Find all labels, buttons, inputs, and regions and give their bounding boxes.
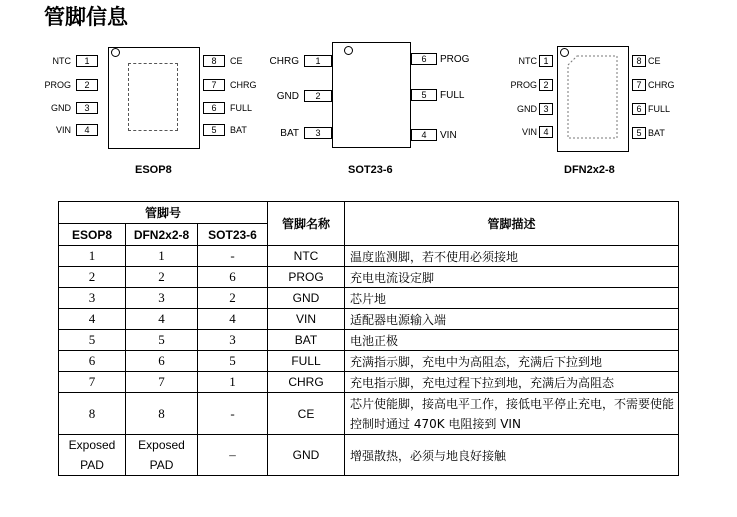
pin-label: PROG <box>510 80 537 90</box>
pin-number: 2 <box>539 79 553 91</box>
cell-description: 增强散热，必须与地良好接触 <box>345 435 679 476</box>
cell-esop8: 7 <box>59 372 126 393</box>
pin-number: 8 <box>632 55 646 67</box>
pin-table <box>58 201 679 476</box>
cell-pin-name: CE <box>268 393 345 435</box>
cell-description: 芯片使能脚，接高电平工作，接低电平停止充电，不需要使能控制时通过 470K 电阻接到 VIN <box>345 393 679 435</box>
cell-sot23: 4 <box>198 309 268 330</box>
pin-label: BAT <box>230 125 247 135</box>
header-pin-number: 管脚号 <box>59 202 268 224</box>
pin-number: 5 <box>411 89 437 101</box>
cell-pin-name: NTC <box>268 246 345 267</box>
exposed-pad-outline <box>567 55 619 139</box>
pin-label: FULL <box>230 103 253 113</box>
pin-number: 2 <box>76 79 98 91</box>
cell-sot23: 2 <box>198 288 268 309</box>
pin-number: 6 <box>203 102 225 114</box>
sot23-body <box>332 42 411 148</box>
pin-number: 7 <box>203 79 225 91</box>
cell-dfn: 6 <box>126 351 198 372</box>
cell-description: 芯片地 <box>345 288 679 309</box>
cell-esop8: 2 <box>59 267 126 288</box>
package-name: DFN2x2-8 <box>564 164 615 176</box>
cell-pin-name: GND <box>268 435 345 476</box>
pin-number: 3 <box>304 127 332 139</box>
table-row <box>59 393 679 435</box>
pin-number: 4 <box>411 129 437 141</box>
header-pin-description: 管脚描述 <box>345 202 679 246</box>
pin-number: 5 <box>203 124 225 136</box>
pin-label: CE <box>230 56 243 66</box>
pin-label: PROG <box>440 54 470 65</box>
header-sot23: SOT23-6 <box>198 224 268 246</box>
cell-esop8: Exposed PAD <box>59 435 126 476</box>
cell-sot23: - <box>198 246 268 267</box>
pin-number: 1 <box>304 55 332 67</box>
page-title: 管脚信息 <box>44 5 128 29</box>
cell-dfn: 8 <box>126 393 198 435</box>
pin-number: 6 <box>632 103 646 115</box>
cell-sot23: – <box>198 435 268 476</box>
table-row <box>59 351 679 372</box>
pin-label: VIN <box>521 127 537 137</box>
pin-label: PROG <box>44 80 71 90</box>
cell-pin-name: BAT <box>268 330 345 351</box>
cell-pin-name: VIN <box>268 309 345 330</box>
pin-label: VIN <box>55 125 71 135</box>
cell-sot23: - <box>198 393 268 435</box>
cell-dfn: Exposed PAD <box>126 435 198 476</box>
pin-label: GND <box>276 91 299 102</box>
pin-label: CE <box>648 56 661 66</box>
pin-number: 4 <box>539 126 553 138</box>
pin-label: NTC <box>518 56 537 66</box>
table-row <box>59 330 679 351</box>
pin-label: CHRG <box>648 80 675 90</box>
pin-label: BAT <box>648 128 665 138</box>
pin1-marker-icon <box>111 48 120 57</box>
cell-dfn: 4 <box>126 309 198 330</box>
cell-description: 温度监测脚，若不使用必须接地 <box>345 246 679 267</box>
pin-label: NTC <box>52 56 71 66</box>
table-row <box>59 372 679 393</box>
cell-esop8: 8 <box>59 393 126 435</box>
pin-number: 3 <box>76 102 98 114</box>
pin-number: 1 <box>76 55 98 67</box>
package-name: ESOP8 <box>135 164 172 176</box>
cell-pin-name: PROG <box>268 267 345 288</box>
pin-label: VIN <box>440 130 457 141</box>
table-row <box>59 435 679 476</box>
cell-sot23: 3 <box>198 330 268 351</box>
cell-description: 充电指示脚，充电过程下拉到地，充满后为高阻态 <box>345 372 679 393</box>
pin-label: BAT <box>280 128 299 139</box>
cell-sot23: 1 <box>198 372 268 393</box>
pin-number: 4 <box>76 124 98 136</box>
pin-label: FULL <box>440 90 465 101</box>
pin-label: FULL <box>648 104 671 114</box>
cell-pin-name: GND <box>268 288 345 309</box>
cell-esop8: 3 <box>59 288 126 309</box>
pin-number: 7 <box>632 79 646 91</box>
cell-esop8: 1 <box>59 246 126 267</box>
table-row <box>59 309 679 330</box>
package-name: SOT23-6 <box>348 164 393 176</box>
pin-number: 5 <box>632 127 646 139</box>
table-row <box>59 246 679 267</box>
cell-sot23: 5 <box>198 351 268 372</box>
cell-dfn: 3 <box>126 288 198 309</box>
cell-esop8: 4 <box>59 309 126 330</box>
cell-esop8: 6 <box>59 351 126 372</box>
cell-sot23: 6 <box>198 267 268 288</box>
cell-dfn: 1 <box>126 246 198 267</box>
pin-label: GND <box>51 103 71 113</box>
pin-label: CHRG <box>230 80 257 90</box>
cell-dfn: 2 <box>126 267 198 288</box>
pin-number: 2 <box>304 90 332 102</box>
cell-description: 适配器电源输入端 <box>345 309 679 330</box>
cell-description: 充电电流设定脚 <box>345 267 679 288</box>
exposed-pad-outline <box>128 63 178 131</box>
pin-label: CHRG <box>269 56 299 67</box>
cell-dfn: 7 <box>126 372 198 393</box>
pin-number: 6 <box>411 53 437 65</box>
header-esop8: ESOP8 <box>59 224 126 246</box>
header-pin-name: 管脚名称 <box>268 202 345 246</box>
cell-pin-name: CHRG <box>268 372 345 393</box>
cell-pin-name: FULL <box>268 351 345 372</box>
pin1-marker-icon <box>344 46 353 55</box>
pin-label: GND <box>517 104 537 114</box>
header-dfn: DFN2x2-8 <box>126 224 198 246</box>
cell-description: 电池正极 <box>345 330 679 351</box>
cell-description: 充满指示脚，充电中为高阻态，充满后下拉到地 <box>345 351 679 372</box>
cell-esop8: 5 <box>59 330 126 351</box>
table-row <box>59 288 679 309</box>
pin-number: 1 <box>539 55 553 67</box>
cell-dfn: 5 <box>126 330 198 351</box>
pin-number: 8 <box>203 55 225 67</box>
pin-number: 3 <box>539 103 553 115</box>
table-row <box>59 267 679 288</box>
